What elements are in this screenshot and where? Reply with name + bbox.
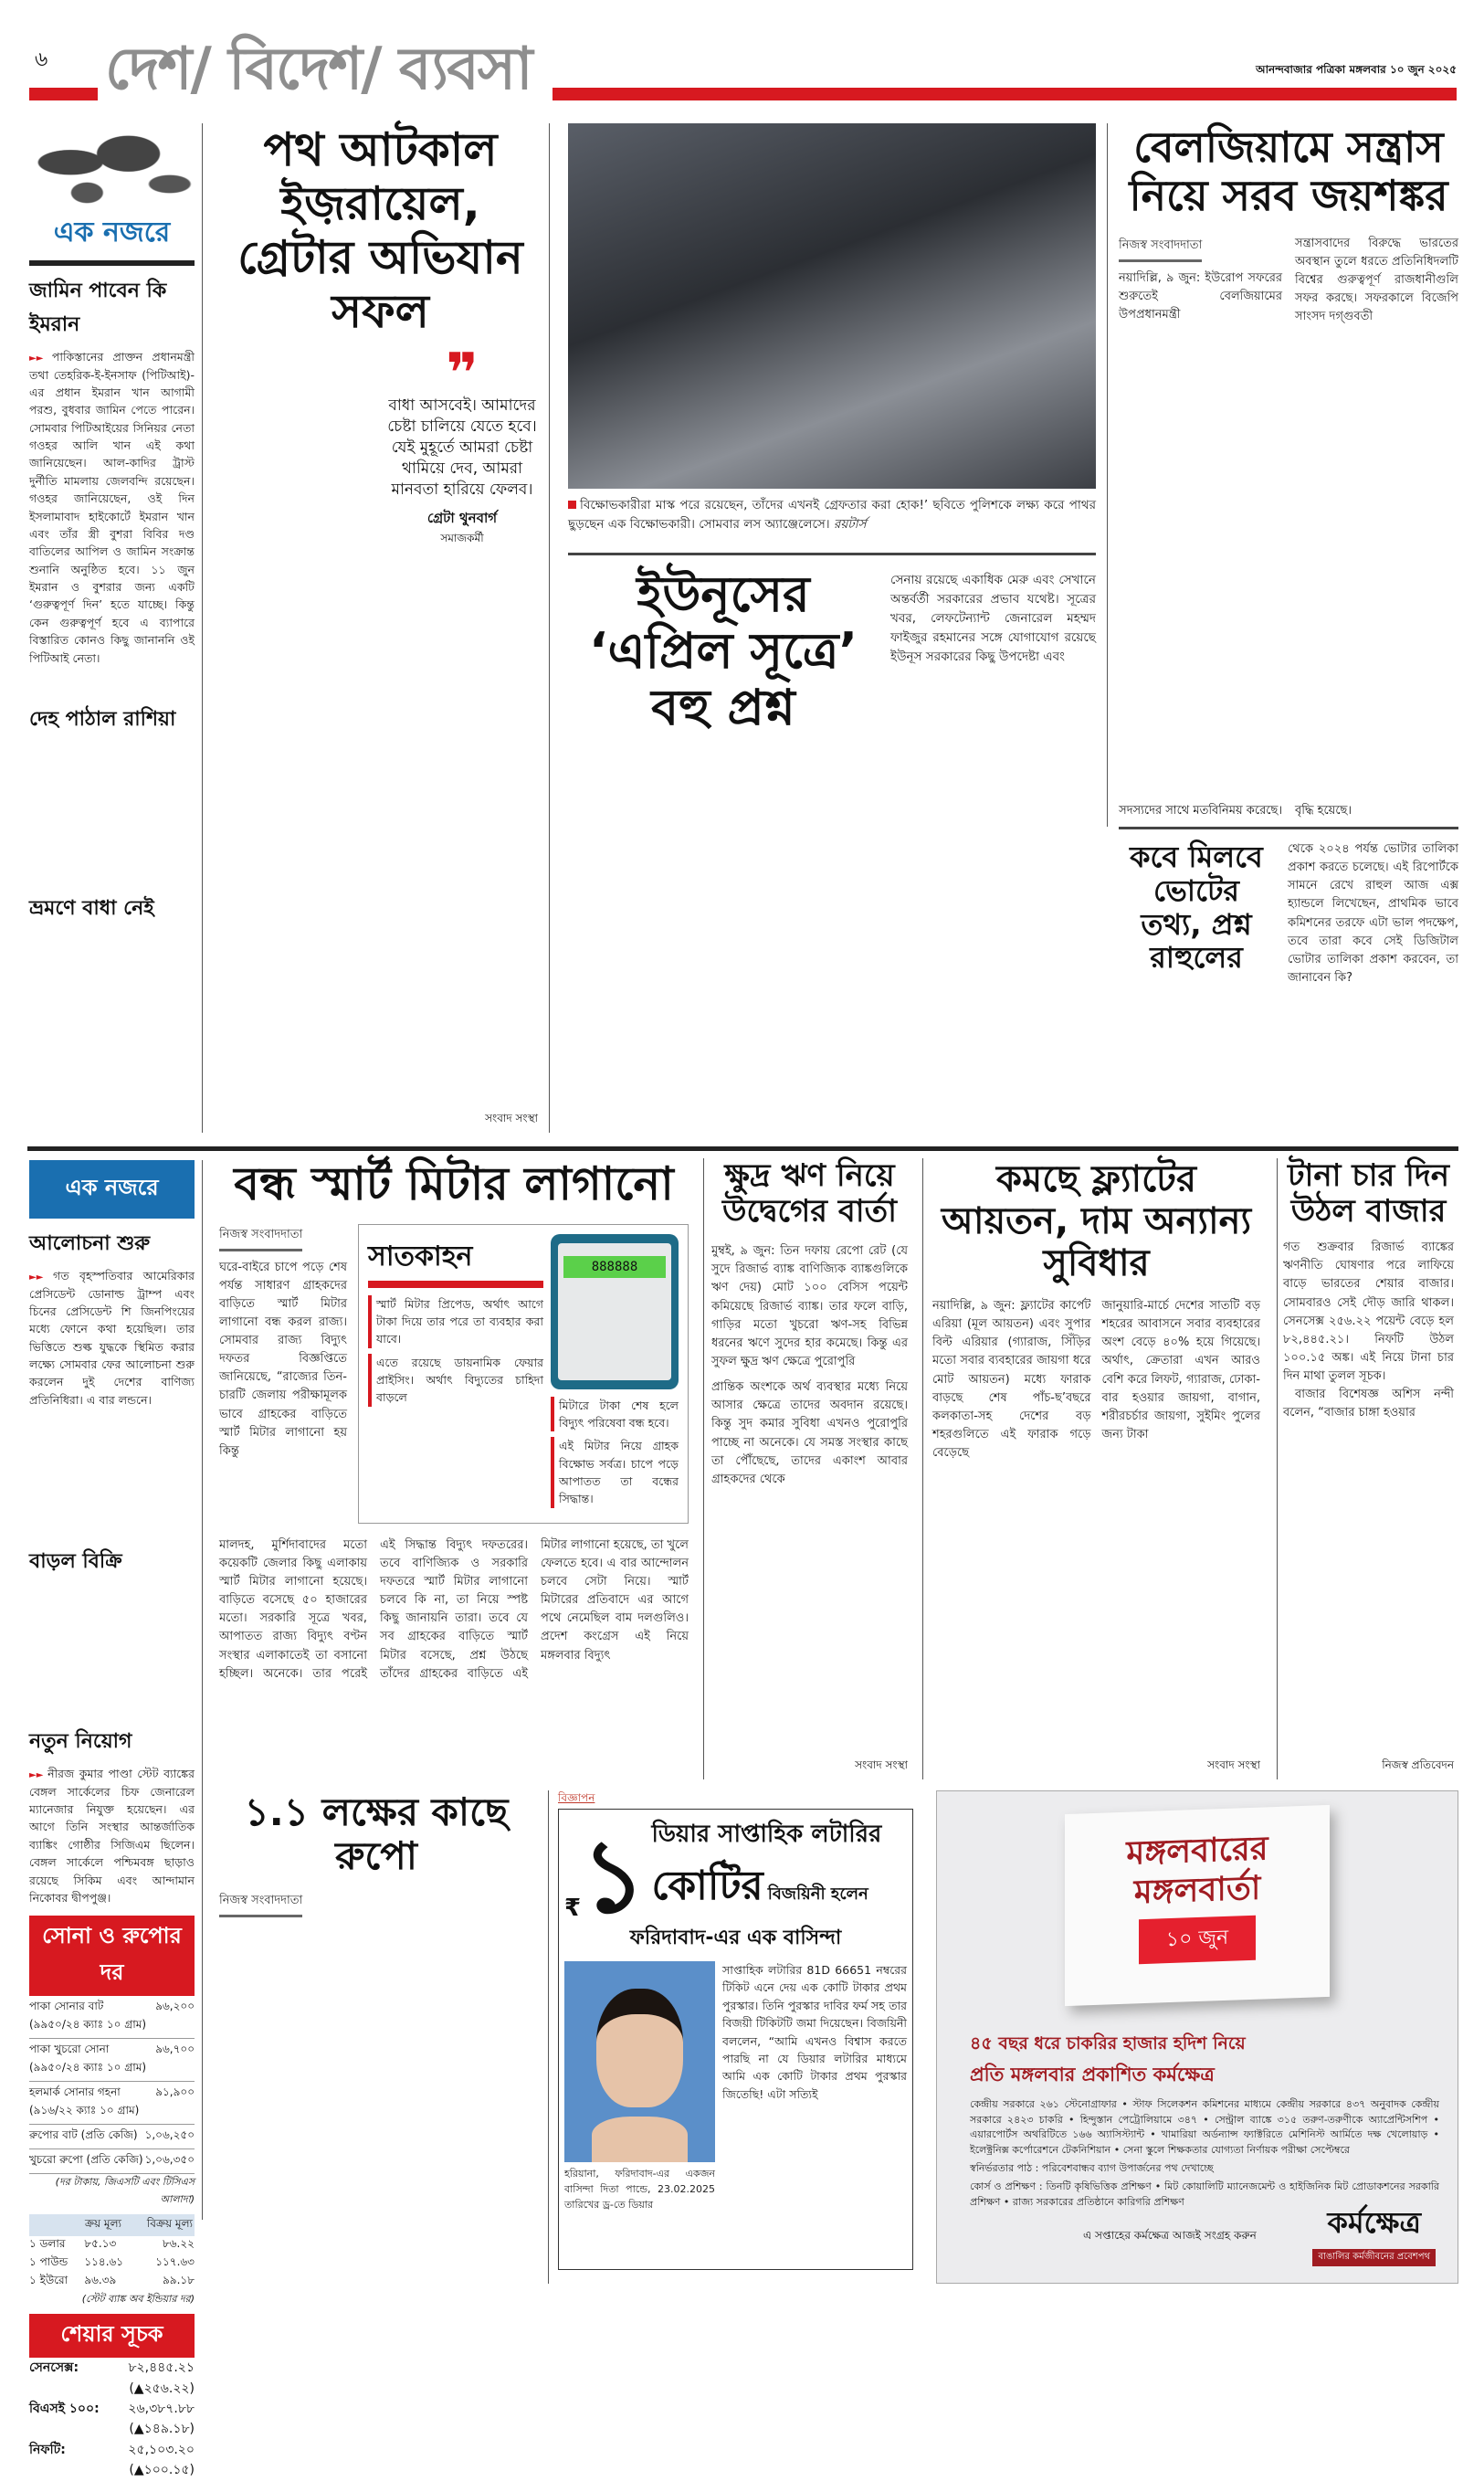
photo-credit: রয়টার্স [833,516,867,532]
cell: ১ ইউরো [29,2274,68,2287]
headline: ক্ষুদ্র ঋণ নিয়ে উদ্বেগের বার্তা [722,1157,897,1230]
rate-value: ৯১,৯০০ [155,2085,195,2099]
headline: ইউনূসের ‘এপ্রিল সূত্রে’ বহু প্রশ্ন [589,565,858,737]
caption-text: বিক্ষোভকারীরা মাস্ক পরে রয়েছেন, তাঁদের এখনই গ্রেফতার করা হোক!’ ছবিতে পুলিশকে লক্ষ্য করে পাথর ছুড়ছেন এক বিক্ষোভকারী। সোমবার লস অ্যাঞ্জেলেসে। [568,498,1096,532]
cell: ১১৭.৬৩ [155,2255,195,2269]
protest-photo [568,123,1096,489]
rate-sub: (৯৯৫০/২৪ ক্যাঃ ১০ গ্রাম) [29,2061,147,2075]
gold-rates-title: সোনা ও রুপোর দর [29,1916,195,1996]
page-number: ৬ [35,48,48,71]
sidebar-bottom [29,1160,203,2478]
table-row [29,2149,195,2174]
lottery-ad [548,1790,922,2284]
gold-rates-table [29,1996,195,2209]
table-row [29,2273,195,2291]
story-lead: নয়াদিল্লি, ৯ জুন: ইউরোপ সফরের শুরুতেই বেলজিয়ামের উপপ্রধানমন্ত্রী [1119,270,1282,322]
story-lead: গত শুক্রবার রিজার্ভ ব্যাঙ্কের ঋণনীতি ঘোষণার পরে লাফিয়ে বাড়ে ভারতের শেয়ার বাজার। সোমবারও সেই দৌড় জারি থাকল। সেনসেক্স ২৫৬.২২ পয়েন্ট বেড়ে হল ৮২,৪৪৫.২১। নিফটি উঠল ১০০.১৫ অঙ্ক। এই নিয়ে টানা চার দিন মাথা তুলল সূচক। [1283,1240,1454,1384]
sidebar-item-title: জামিন পাবেন কি ইমরান [29,280,167,336]
table-row [29,2236,195,2254]
table-row [29,2125,195,2149]
story-credit: সংবাদ সংস্থা [855,1758,908,1771]
story-lead: মুম্বই, ৯ জুন: তিন দফায় রেপো রেট (যে সুদে রিজার্ভ ব্যাঙ্ক বাণিজ্যিক ব্যাঙ্কগুলিকে ঋণ দেয়) মোট ১০০ বেসিস পয়েন্ট কমিয়েছে রিজার্ভ ব্যাঙ্ক। তার ফলে বাড়ি, গাড়ির মতো খুচরো ঋণ-সহ বিভিন্ন ধরনের ঋণে সুদের হার কমেছে। কিন্তু এর সুফল ক্ষুদ্র ঋণ ক্ষেত্রে পুরোপুরি [711,1244,908,1369]
byline: নিজস্ব সংবাদদাতা [219,1226,302,1251]
photo-caption: হরিয়ানা, ফরিদাবাদ-এর একজন বাসিন্দা দিতা পান্ডে, 23.02.2025 তারিখের ড্র-তে ডিয়ার [564,2168,715,2212]
box-point: এই মিটার নিয়ে গ্রাহক বিক্ষোভ সর্বত্র। চাপে পড়ে আপাতত তা বন্ধের সিদ্ধান্ত। [551,1437,679,1508]
belgium-story [1107,123,1458,827]
indices-title: শেয়ার সূচক [29,2314,195,2358]
rate-sub: (৯৯৫০/২৪ ক্যাঃ ১০ গ্রাম) [29,2018,147,2032]
rupee-icon: ₹ [564,1895,582,1922]
karmakshetra-logo: কর্মক্ষেত্র [1327,2205,1421,2240]
photo-caption [568,496,1096,534]
masthead-date: আনন্দবাজার পত্রিকা মঙ্গলবার ১০ জুন ২০২৫ [1256,63,1457,76]
index-change: ১৪৯.১৮ [143,2422,190,2437]
cell: ৮৬.২২ [162,2237,195,2251]
world-map-icon [29,123,195,210]
header-rule-right [553,88,1457,100]
forex-table [29,2214,195,2308]
sidebar-item-title: নতুন নিয়োগ [29,1730,132,1754]
ad-text: সাপ্তাহিক লটারির 81D 66651 নম্বরের টিকিট এনে দেয় এক কোটি টাকার প্রথম পুরস্কার। তিনি পুরস্কার দাবির ফর্ম সহ তার বিজয়ী টিকিটটি জমা দিয়েছেন। বিজয়িনী বললেন, “আমি এখনও বিশ্বাস করতে পারছি না যে ডিয়ার লটারির মাধ্যমে আমি এক কোটি টাকার প্রথম পুরস্কার জিতেছি! এটা সত্যিই [722,1963,907,2101]
sidebar-item-title: বাড়ল বিক্রি [29,1550,122,1574]
flat-story [922,1158,1269,1779]
ad-place: ফরিদাবাদ-এর এক বাসিন্দা [629,1927,842,1949]
ad-headline: প্রতি মঙ্গলবার প্রকাশিত কর্মক্ষেত্র [970,2064,1215,2085]
rate-value: ১,০৬,২৫০ [144,2128,195,2142]
section-divider [27,1146,1458,1151]
rate-label: খুচরো রুপো (প্রতি কেজি) [29,2153,143,2167]
divider [568,553,1096,555]
rates-note: (দর টাকায়, জিএসটি এবং টিসিএস আলাদা) [55,2176,195,2206]
rate-value: ১,০৬,৩৫০ [144,2153,195,2167]
story-side: সন্ত্রাসবাদের বিরুদ্ধে ভারতের অবস্থান তুলে ধরতে প্রতিনিধিদলটি বিশ্বের গুরুত্বপূর্ণ রাজধানীগুলি সফর করছে। সফরকালে বিজেপি সাংসদ দগ্গুবতী [1295,236,1458,324]
section-title: দেশ/ বিদেশ/ ব্যবসা [105,36,532,103]
logo-tagline: বাঙালির কর্মজীবনের প্রবেশপথ [1312,2249,1436,2266]
forex-note: (স্টেট ব্যাঙ্ক অব ইন্ডিয়ার দর) [81,2293,195,2306]
ad-tag: বিজ্ঞাপন [558,1791,595,1804]
rate-value: ৯৬,৭০০ [155,2043,195,2056]
ad-crore: কোটির [651,1863,763,1909]
table-row [29,1996,195,2039]
table-row [29,2254,195,2273]
table-row [29,2082,195,2125]
sidebar-item-title: আলোচনা শুরু [29,1232,151,1255]
box-point: এতে রয়েছে ডায়নামিক ফেয়ার প্রাইসিং। অর্থাৎ বিদ্যুতের চাহিদা বাড়লে [368,1354,543,1407]
story-credit: সংবাদ সংস্থা [485,1112,538,1124]
pull-quote [384,342,540,549]
headline: কবে মিলবে ভোটের তথ্য, প্রশ্ন রাহুলের [1130,839,1263,976]
sidebar-label: এক নজরে [29,210,195,266]
index-name: নিফটি: [29,2442,66,2457]
rate-value: ৯৬,২০০ [155,2000,195,2013]
quote-author: গ্রেটা থুনবার্গ [426,509,498,526]
calendar-image [1065,1805,1330,2006]
caption-marker [568,501,576,509]
ad-self-reliance: স্বনির্ভরতার পাঠ : পরিবেশবান্ধব ব্যাগ উপার্জনের পথ দেখাচ্ছে [970,2162,1214,2174]
ad-winner: বিজয়িনী হলেন [767,1885,868,1904]
rate-label: হলমার্ক সোনার গহনা [29,2085,121,2099]
story-lead: সেনায় রয়েছে একাধিক মেরু এবং সেখানে অন্তর্বর্তী সরকারের প্রভাব যথেষ্ট। সূত্রের খবর, লেফটেন্যান্ট জেনারেল মহম্মদ ফাইজুর রহমানের সঙ্গে যোগাযোগ রয়েছে ইউনূস সরকারের কিছু উপদেষ্টা এবং [890,573,1096,664]
quote-text: বাধা আসবেই। আমাদের চেষ্টা চালিয়ে যেতে হবে। যেই মুহূর্তে আমরা চেষ্টা থামিয়ে দেব, আমরা মানবতা হারিয়ে ফেলব। [387,396,537,499]
story-credit: সংবাদ সংস্থা [1207,1758,1260,1771]
table-row [29,2039,195,2082]
col-header [31,2216,85,2234]
sidebar-top [29,123,203,1133]
index-change: ২৫৬.২২ [143,2381,190,2396]
cell: ৯৯.১৮ [163,2274,195,2287]
calendar-title: মঙ্গলবারের মঙ্গলবার্তা [1126,1830,1268,1912]
calendar-date: ১০ জুন [1139,1916,1256,1964]
microcredit-story [703,1158,915,1779]
headline: বেলজিয়ামে সন্ত্রাস নিয়ে সরব জয়শঙ্কর [1129,122,1448,220]
meter-display: 888888 [563,1256,666,1278]
box-title: সাতকাহন [368,1234,543,1288]
headline: পথ আটকাল ইজ়রায়েল, গ্রেটার অভিযান সফল [237,123,523,338]
index-value: ৮২,৪৪৫.২১ [128,2360,195,2376]
rate-label: পাকা সোনার বাট [29,2000,104,2013]
box-point: মিটারে টাকা শেষ হলে বিদ্যুৎ পরিষেবা বন্ধ হবে। [551,1397,679,1432]
rate-sub: (৯১৬/২২ ক্যাঃ ১০ গ্রাম) [29,2104,140,2117]
israel-story [212,123,550,1133]
sidebar-item-text: ►► গত বৃহস্পতিবার আমেরিকার প্রেসিডেন্ট ডোনাল্ড ট্রাম্প এবং চিনের প্রেসিডেন্ট শি জিনপিংয়ের মধ্যে ফোনে কথা হয়েছিল। তার ভিত্তিতে শুল্ক যুদ্ধকে স্থিমিত করার লক্ষ্যে সোমবার ফের আলোচনা শুরু করলেন দুই দেশের বাণিজ্য প্রতিনিধিরা। এ বার লন্ডনে। [29,1267,195,1409]
byline: নিজস্ব সংবাদদাতা [219,1892,302,1917]
cell: ১ ডলার [29,2237,66,2251]
sidebar-item-title: ভ্রমণে বাধা নেই [29,896,154,920]
satkahon-box [358,1224,689,1524]
story-body: বাজার বিশেষজ্ঞ অশিস নন্দী বলেন, “বাজার চাঙ্গা হওয়ার [1283,1388,1454,1420]
ad-jobs: কেন্দ্রীয় সরকারে ২৬১ স্টেনোগ্রাফার • স্টাফ সিলেকশন কমিশনের মাধ্যমে কেন্দ্রীয় সরকারে ৪৩৭ অনুবাদক কেন্দ্রীয় সরকারে ২৪২৩ চাকরি • হিন্দুস্তান পেট্রোলিয়ামে ৩৪৭ • সেন্ট্রাল ব্যাঙ্কে ৩১৫ তরুণ-তরুণীকে অ্যাপ্রেন্টিসশিপ • এয়ারপোর্টস অথরিটিতে ১৬৬ অ্যাসিস্ট্যান্ট • খামারিয়া অর্ডন্যান্স ফ্যাক্টরিতে মেশিনিস্ট আর্মিতে দক্ষ খেলোয়াড় • ইলেক্ট্রনিক্স কর্পোরেশনে টেকনিশিয়ান • সেনা স্কুলে শিক্ষকতার যোগ্যতা নির্ণায়ক পরীক্ষা সেপ্টেম্বরে [970,2098,1439,2156]
quote-role: সমাজকর্মী [440,531,484,544]
smart-meter-image [551,1234,679,1389]
rate-label: রুপোর বাট (প্রতি কেজি) [29,2128,138,2142]
header-rule-left [29,88,98,100]
arrow-up-icon: ▲ [133,2463,144,2478]
index-value: ২৬,৩৮৭.৮৮ [128,2402,195,2417]
story-end: বৃদ্ধি হয়েছে। [1295,804,1352,818]
ad-footer: এ সপ্তাহের কর্মক্ষেত্র আজই সংগ্রহ করুন [1083,2229,1257,2242]
divider [1119,827,1458,829]
ad-line1: ডিয়ার সাপ্তাহিক লটারির [651,1821,882,1848]
cell: ৯৬.৩৯ [84,2274,117,2287]
arrow-up-icon: ▲ [133,2381,144,2396]
col-header: ক্রয় মূল্য [85,2217,122,2231]
story-body: মালদহ, মুর্শিদাবাদের মতো কয়েকটি জেলার কিছু এলাকায় স্মার্ট মিটার লাগানো হয়েছে। বাড়িতে বসেছে ৫০ হাজারের মতো। সরকারি সূত্রে খবর, আপাতত রাজ্য বিদ্যুৎ বণ্টন সংস্থার এলাকাতেই তা বসানো হচ্ছিল। অনেকে। তার পরেই এই সিদ্ধান্ত বিদ্যুৎ দফতরের। তবে বাণিজ্যিক ও সরকারি দফতরে স্মার্ট মিটার লাগানো চলবে কি না, তা নিয়ে স্পষ্ট কিছু জানায়নি তারা। তবে যে সব গ্রাহকের বাড়িতে স্মার্ট মিটার বসেছে, প্রশ্ন উঠছে তাঁদের গ্রাহকের বাড়িতে এই মিটার লাগানো হয়েছে, তা খুলে ফেলতে হবে। এ বার আন্দোলন চলবে সেটা নিয়ে। স্মার্ট মিটারের প্রতিবাদে এর আগে পথে নেমেছিল বাম দলগুলিও। প্রদেশ কংগ্রেস এই নিয়ে মঙ্গলবার বিদ্যুৎ [219,1537,689,1681]
arrow-up-icon: ▲ [133,2422,144,2437]
col-header: বিক্রয় মূল্য [146,2217,193,2231]
cell: ৮৫.১৩ [84,2237,117,2251]
index-name: বিএসই ১০০: [29,2402,100,2417]
market-story [1277,1158,1459,1779]
index-name: সেনসেক্স: [29,2360,79,2376]
quote-icon: ❞ [446,342,479,406]
sidebar-item-title: দেহ পাঠাল রাশিয়া [29,707,176,731]
story-text: থেকে ২০২৪ পর্যন্ত ভোটার তালিকা প্রকাশ করতে চলেছে। এই রিপোর্টকে সামনে রেখে রাহুল আজ এক্স হ্যান্ডলে লিখেছেন, প্রাথমিক ভাবে কমিশনের তরফে এটা ভাল পদক্ষেপ, তবে তারা কবে সেই ডিজিটাল ভোটার তালিকা প্রকাশ করবেন, তা জানাবেন কি? [1288,842,1458,985]
cell: ১১৪.৬১ [84,2255,124,2269]
sidebar-label: এক নজরে [29,1160,195,1219]
story-credit: নিজস্ব প্রতিবেদন [1382,1758,1454,1771]
karmakshetra-ad [936,1790,1458,2284]
box-point: স্মার্ট মিটার প্রিপেড, অর্থাৎ আগে টাকা দিয়ে তার পরে তা ব্যবহার করা যাবে। [368,1295,543,1348]
story-body: প্রান্তিক অংশকে অর্থ ব্যবস্থার মধ্যে নিয়ে আসার ক্ষেত্রে তাদের অবদান রয়েছে। কিন্তু সুদ কমার সুবিধা এখনও পুরোপুরি পাচ্ছে না অনেকে। যে সমস্ত সংস্থার কাছে তা পৌঁছেছে, তাদের একাংশ আবার গ্রাহকদের থেকে [711,1380,908,1486]
winner-photo [564,1961,715,2162]
cell: ১ পাউন্ড [29,2255,68,2269]
smart-meter-story [212,1158,696,1779]
sidebar-item-text: ►► নীরজ কুমার পাণ্ডা স্টেট ব্যাঙ্কের বেঙ্গল সার্কেলের চিফ জেনারেল ম্যানেজার নিযুক্ত হয়েছেন। এর আগে তিনি সংস্থার আন্তর্জাতিক ব্যাঙ্কিং গোষ্ঠীর সিজিএম ছিলেন। বেঙ্গল সার্কেলে পশ্চিমবঙ্গ ছাড়াও রয়েছে সিকিম এবং আন্দামান নিকোবর দ্বীপপুঞ্জ। [29,1765,195,1906]
sidebar-item-text: ►► পাকিস্তানের প্রাক্তন প্রধানমন্ত্রী তথা তেহরিক-ই-ইনসাফ (পিটিআই)-এর প্রধান ইমরান খান আগামী পরশু, বুধবার জামিন পেতে পারেন। সোমবার পিটিআইয়ের সিনিয়র নেতা গওহর আলি খান এই কথা জানিয়েছেন। আল-কাদির ট্রাস্ট দুর্নীতি মামলায় জেলবন্দি রয়েছেন। গওহর জানিয়েছেন, ওই দিন ইসলামাবাদ হাইকোর্টে ইমরান খান এবং তাঁর স্ত্রী বুশরা বিবির দণ্ড বাতিলের আপিল ও জামিন সংক্রান্ত শুনানি অনুষ্ঠিত হবে। ১১ জুন ইমরান ও বুশরার জন্য একটি ‘গুরুত্বপূর্ণ দিন’ হতে যাচ্ছে। কিন্তু কেন গুরুত্বপূর্ণ হবে এ ব্যাপারে বিস্তারিত কোনও কিছু জানাননি ওই পিটিআই নেতা। [29,348,195,667]
ad-courses: কোর্স ও প্রশিক্ষণ : তিনটি কৃষিভিত্তিক প্রশিক্ষণ • মিট কোয়ালিটি ম্যানেজমেন্ট ও হাইজিনিক মিট প্রোডাকশনের সরকারি প্রশিক্ষণ • রাজ্য সরকারের প্রতিষ্ঠানে কারিগরি প্রশিক্ষণ [970,2180,1439,2209]
rate-label: পাকা খুচরো সোনা [29,2043,110,2056]
big-number: ১ [581,1818,647,1935]
byline: নিজস্ব সংবাদদাতা [1119,237,1202,262]
headline: কমছে ফ্ল্যাটের আয়তন, দাম অন্যান্য সুবিধার [941,1158,1252,1284]
indices-list: সেনসেক্স: ৮২,৪৪৫.২১ (▲২৫৬.২২) বিএসই ১০০: ২৬,৩৮৭.৮৮ (▲১৪৯.১৮) নিফটি: ২৫,১০৩.২০ (▲১০০.১৫) [29,2358,195,2480]
story-lead: নয়াদিল্লি, ৯ জুন: ফ্ল্যাটের কার্পেট এরিয়া (মূল আয়তন) এবং সুপার বিল্ট এরিয়ার (গ্যারাজ, সিঁড়ির মতো সবার ব্যবহারের জায়গা ধরে মোট আয়তন) মধ্যে ফারাক বাড়ছে শেষ পাঁচ-ছ’বছরে কলকাতা-সহ দেশের বড় শহরগুলিতে এই ফারাক গড়ে বেড়েছে [932,1299,1091,1461]
story-end: সদস্যদের সাথে মতবিনিময় করেছে। [1119,804,1282,818]
headline: ১.১ লক্ষের কাছে রুপো [244,1789,509,1879]
story-lead: ঘরে-বাইরে চাপে পড়ে শেষ পর্যন্ত সাধারণ গ্রাহকদের বাড়িতে স্মার্ট মিটার লাগানো বন্ধ করল রাজ্য। সোমবার রাজ্য বিদ্যুৎ দফতর বিজ্ঞপ্তিতে জানিয়েছে, “রাজ্যের তিন-চারটি জেলায় পরীক্ষামূলক ভাবে গ্রাহকের বাড়িতে স্মার্ট মিটার লাগানো হয় কিন্তু [219,1260,347,1458]
index-change: ১০০.১৫ [143,2463,190,2478]
ad-headline: ৪৫ বছর ধরে চাকরির হাজার হদিশ নিয়ে [970,2033,1246,2053]
headline: বন্ধ স্মার্ট মিটার লাগানো [234,1157,674,1210]
index-value: ২৫,১০৩.২০ [128,2442,195,2457]
headline: টানা চার দিন উঠল বাজার [1287,1157,1449,1230]
silver-story [212,1790,541,2284]
story-body: জানুয়ারি-মার্চে দেশের সাতটি বড় শহরের আবাসনে সবার ব্যবহারের অংশ বেড়ে ৪০% হয়ে গিয়েছে। অর্থাৎ, ক্রেতারা এখন আরও বেশি করে লিফট, গ্যারাজ, ঢোকা-বার হওয়ার জায়গা, বাগান, শরীরচর্চার জায়গা, সুইমিং পুলের জন্য টাকা [1101,1299,1260,1441]
